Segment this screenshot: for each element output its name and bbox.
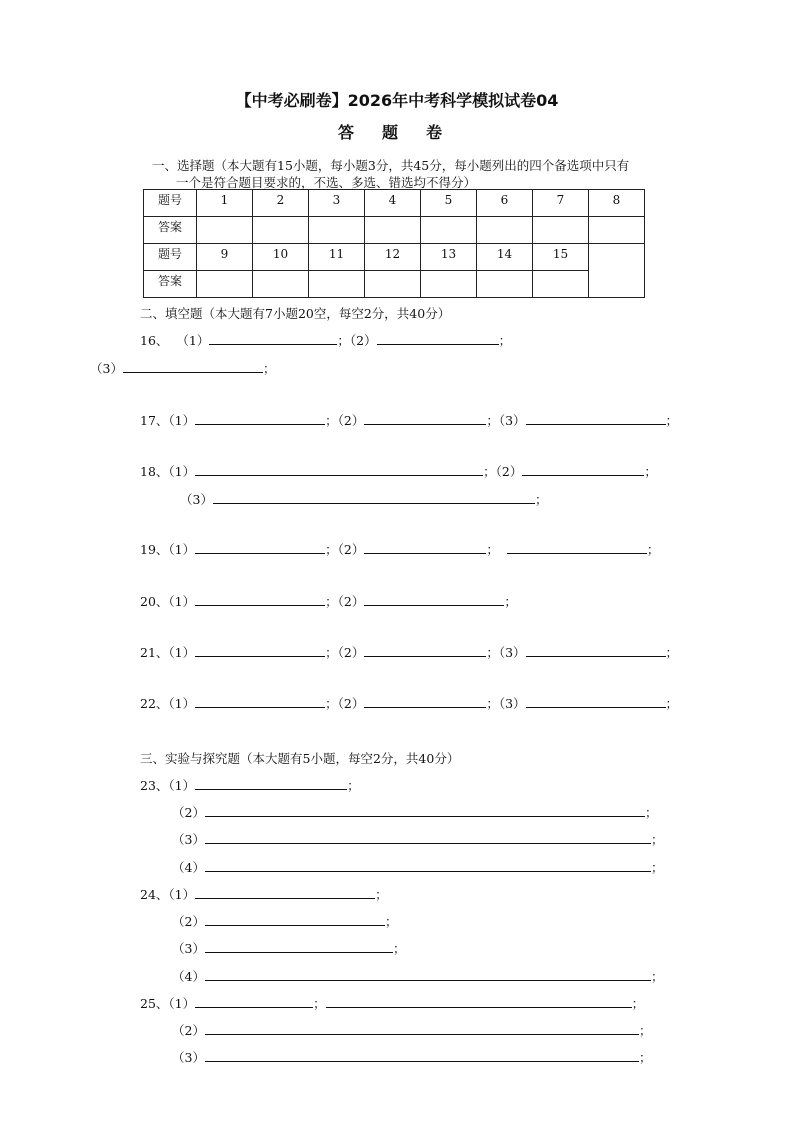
grid-answer-cell[interactable] xyxy=(421,271,477,298)
grid-number-cell: 7 xyxy=(533,190,589,217)
q21-number: 21、 xyxy=(140,645,169,660)
q25-number: 25、 xyxy=(140,996,169,1011)
semicolon: ； xyxy=(337,333,350,348)
part-label: （2） xyxy=(172,805,205,820)
grid-answer-row-1 xyxy=(144,217,645,244)
part-label: （2） xyxy=(172,1023,205,1038)
semicolon: ； xyxy=(325,696,338,711)
answer-blank[interactable] xyxy=(526,412,666,425)
semicolon: ； xyxy=(650,832,664,847)
grid-answer-cell[interactable] xyxy=(253,271,309,298)
answer-blank[interactable] xyxy=(364,541,486,554)
section1-heading xyxy=(152,156,629,174)
semicolon: ； xyxy=(486,413,499,428)
grid-number-cell: 12 xyxy=(365,244,421,271)
grid-number-cell: 6 xyxy=(477,190,533,217)
part-label: （3） xyxy=(172,941,205,956)
q16-number: 16、 xyxy=(140,333,169,348)
answer-blank[interactable] xyxy=(364,593,504,606)
part-label: （2） xyxy=(337,696,365,711)
grid-number-cell: 3 xyxy=(309,190,365,217)
semicolon: ； xyxy=(483,464,496,479)
part-label: （2） xyxy=(495,464,523,479)
semicolon: ； xyxy=(384,914,398,929)
part-label: （3） xyxy=(498,645,526,660)
semicolon: ； xyxy=(498,333,512,348)
semicolon: ； xyxy=(325,542,338,557)
answer-blank[interactable] xyxy=(205,940,393,953)
answer-blank[interactable] xyxy=(123,360,263,373)
q23-line4 xyxy=(172,859,663,876)
answer-blank[interactable] xyxy=(377,332,499,345)
part-label: （2） xyxy=(337,645,365,660)
semicolon: ； xyxy=(325,645,338,660)
part-label: （2） xyxy=(337,594,365,609)
answer-blank[interactable] xyxy=(205,859,651,872)
answer-blank[interactable] xyxy=(522,463,644,476)
grid-answer-cell[interactable] xyxy=(533,217,589,244)
grid-answer-cell[interactable] xyxy=(197,217,253,244)
semicolon: ； xyxy=(638,1050,652,1065)
part-label: （1） xyxy=(168,778,196,793)
q25-line1 xyxy=(140,995,644,1012)
semicolon: ； xyxy=(313,996,326,1011)
answer-blank[interactable] xyxy=(205,968,651,981)
section1-heading-line1: 一、选择题（本大题有15小题，每小题3分，共45分，每小题列出的四个备选项中只有 xyxy=(152,158,630,173)
answer-blank[interactable] xyxy=(364,644,486,657)
grid-answer-row-2 xyxy=(144,271,645,298)
section3-heading: 三、实验与探究题（本大题有5小题，每空2分，共40分） xyxy=(140,751,460,766)
part-label: （1） xyxy=(168,594,196,609)
q17-number: 17、 xyxy=(140,413,169,428)
q23-line3 xyxy=(172,831,663,848)
q24-line2 xyxy=(172,913,397,930)
answer-blank[interactable] xyxy=(326,995,632,1008)
q16-line2 xyxy=(90,360,275,377)
grid-answer-cell[interactable] xyxy=(365,217,421,244)
answer-blank[interactable] xyxy=(526,695,666,708)
q24-line1 xyxy=(140,886,388,903)
grid-number-row-2 xyxy=(144,244,645,271)
section1-heading-line2: 一个是符合题目要求的，不选、多选、错选均不得分） xyxy=(176,175,477,190)
part-label: （1） xyxy=(168,887,196,902)
part-label: （3） xyxy=(172,832,205,847)
q18-line1 xyxy=(140,463,657,480)
part-label: （2） xyxy=(337,542,365,557)
semicolon: ； xyxy=(486,645,499,660)
grid-answer-cell[interactable] xyxy=(365,271,421,298)
semicolon: ； xyxy=(665,413,679,428)
semicolon: ； xyxy=(631,996,645,1011)
q17-line xyxy=(140,412,678,429)
grid-number-cell: 15 xyxy=(533,244,589,271)
q25-line3 xyxy=(172,1049,651,1066)
q22-number: 22、 xyxy=(140,696,169,711)
answer-grid xyxy=(143,189,645,298)
q25-line2 xyxy=(172,1022,651,1039)
grid-answer-cell[interactable] xyxy=(477,217,533,244)
semicolon: ； xyxy=(638,1023,652,1038)
grid-answer-cell[interactable] xyxy=(197,271,253,298)
part-label: （1） xyxy=(168,645,196,660)
q20-line xyxy=(140,593,517,610)
grid-answer-cell[interactable] xyxy=(589,217,645,244)
semicolon: ； xyxy=(650,969,664,984)
part-label: （2） xyxy=(172,914,205,929)
semicolon: ； xyxy=(504,594,517,609)
part-label: （4） xyxy=(172,860,205,875)
answer-blank[interactable] xyxy=(195,593,325,606)
grid-answer-cell[interactable] xyxy=(309,217,365,244)
semicolon: ； xyxy=(650,860,664,875)
section2-heading: 二、填空题（本大题有7小题20空，每空2分，共40分） xyxy=(140,306,451,321)
semicolon: ； xyxy=(325,413,338,428)
answer-blank[interactable] xyxy=(205,1049,639,1062)
grid-answer-cell[interactable] xyxy=(253,217,309,244)
grid-number-cell: 11 xyxy=(309,244,365,271)
answer-blank[interactable] xyxy=(205,831,651,844)
answer-blank[interactable] xyxy=(213,491,535,504)
semicolon: ； xyxy=(665,645,679,660)
semicolon: ； xyxy=(262,361,276,376)
answer-blank[interactable] xyxy=(195,695,325,708)
semicolon: ； xyxy=(644,464,657,479)
part-label: （3） xyxy=(172,1050,205,1065)
page-subtitle: 答题卷 xyxy=(337,123,470,142)
answer-blank[interactable] xyxy=(507,541,647,554)
semicolon: ； xyxy=(486,696,499,711)
semicolon: ； xyxy=(325,594,338,609)
semicolon: ； xyxy=(665,696,679,711)
q18-line2 xyxy=(180,491,547,508)
semicolon: ； xyxy=(486,542,499,557)
part-label: （1） xyxy=(168,542,196,557)
grid-answer-cell[interactable] xyxy=(533,271,589,298)
semicolon: ； xyxy=(375,887,388,902)
grid-number-cell: 13 xyxy=(421,244,477,271)
grid-label-number: 题号 xyxy=(144,244,197,271)
semicolon: ； xyxy=(644,805,658,820)
grid-number-cell: 8 xyxy=(589,190,645,217)
grid-label-number: 题号 xyxy=(144,190,197,217)
part-label: （2） xyxy=(349,333,377,348)
semicolon: ； xyxy=(347,778,360,793)
part-label: （3） xyxy=(90,361,123,376)
answer-blank[interactable] xyxy=(364,695,486,708)
answer-blank[interactable] xyxy=(195,995,313,1008)
answer-blank[interactable] xyxy=(205,913,385,926)
answer-blank[interactable] xyxy=(195,886,375,899)
q24-number: 24、 xyxy=(140,887,169,902)
semicolon: ； xyxy=(392,941,406,956)
grid-number-cell: 4 xyxy=(365,190,421,217)
grid-number-cell: 2 xyxy=(253,190,309,217)
part-label: （3） xyxy=(498,413,526,428)
answer-blank[interactable] xyxy=(209,332,337,345)
grid-number-cell: 1 xyxy=(197,190,253,217)
part-label: （3） xyxy=(498,696,526,711)
q18-number: 18、 xyxy=(140,464,169,479)
part-label: （1） xyxy=(168,996,196,1011)
grid-answer-cell[interactable] xyxy=(477,271,533,298)
q23-line1 xyxy=(140,777,360,794)
q16-line1 xyxy=(140,332,511,349)
answer-blank[interactable] xyxy=(195,644,325,657)
part-label: （4） xyxy=(172,969,205,984)
grid-number-cell: 9 xyxy=(197,244,253,271)
answer-blank[interactable] xyxy=(364,412,486,425)
part-label: （3） xyxy=(180,492,213,507)
answer-blank[interactable] xyxy=(195,541,325,554)
answer-blank[interactable] xyxy=(195,412,325,425)
page-title: 【中考必刷卷】2026年中考科学模拟试卷04 xyxy=(235,91,559,110)
part-label: （1） xyxy=(168,464,196,479)
part-label: （1） xyxy=(168,413,196,428)
q19-number: 19、 xyxy=(140,542,169,557)
q24-line3 xyxy=(172,940,405,957)
grid-number-cell: 10 xyxy=(253,244,309,271)
grid-number-row-1 xyxy=(144,190,645,217)
semicolon: ； xyxy=(534,492,548,507)
q21-line xyxy=(140,644,678,661)
grid-answer-cell[interactable] xyxy=(309,271,365,298)
semicolon: ； xyxy=(646,542,660,557)
q22-line xyxy=(140,695,678,712)
q20-number: 20、 xyxy=(140,594,169,609)
grid-answer-cell[interactable] xyxy=(421,217,477,244)
q23-line2 xyxy=(172,804,657,821)
grid-label-answer: 答案 xyxy=(144,271,197,298)
grid-number-cell: 14 xyxy=(477,244,533,271)
q19-line xyxy=(140,541,659,558)
part-label: （2） xyxy=(337,413,365,428)
answer-blank[interactable] xyxy=(526,644,666,657)
part-label: （1） xyxy=(168,696,196,711)
answer-blank[interactable] xyxy=(195,777,347,790)
answer-blank[interactable] xyxy=(205,804,645,817)
part-label: （1） xyxy=(176,333,210,348)
grid-empty-cell xyxy=(589,244,645,298)
grid-number-cell: 5 xyxy=(421,190,477,217)
answer-blank[interactable] xyxy=(195,463,483,476)
q23-number: 23、 xyxy=(140,778,169,793)
answer-blank[interactable] xyxy=(205,1022,639,1035)
grid-label-answer: 答案 xyxy=(144,217,197,244)
q24-line4 xyxy=(172,968,663,985)
